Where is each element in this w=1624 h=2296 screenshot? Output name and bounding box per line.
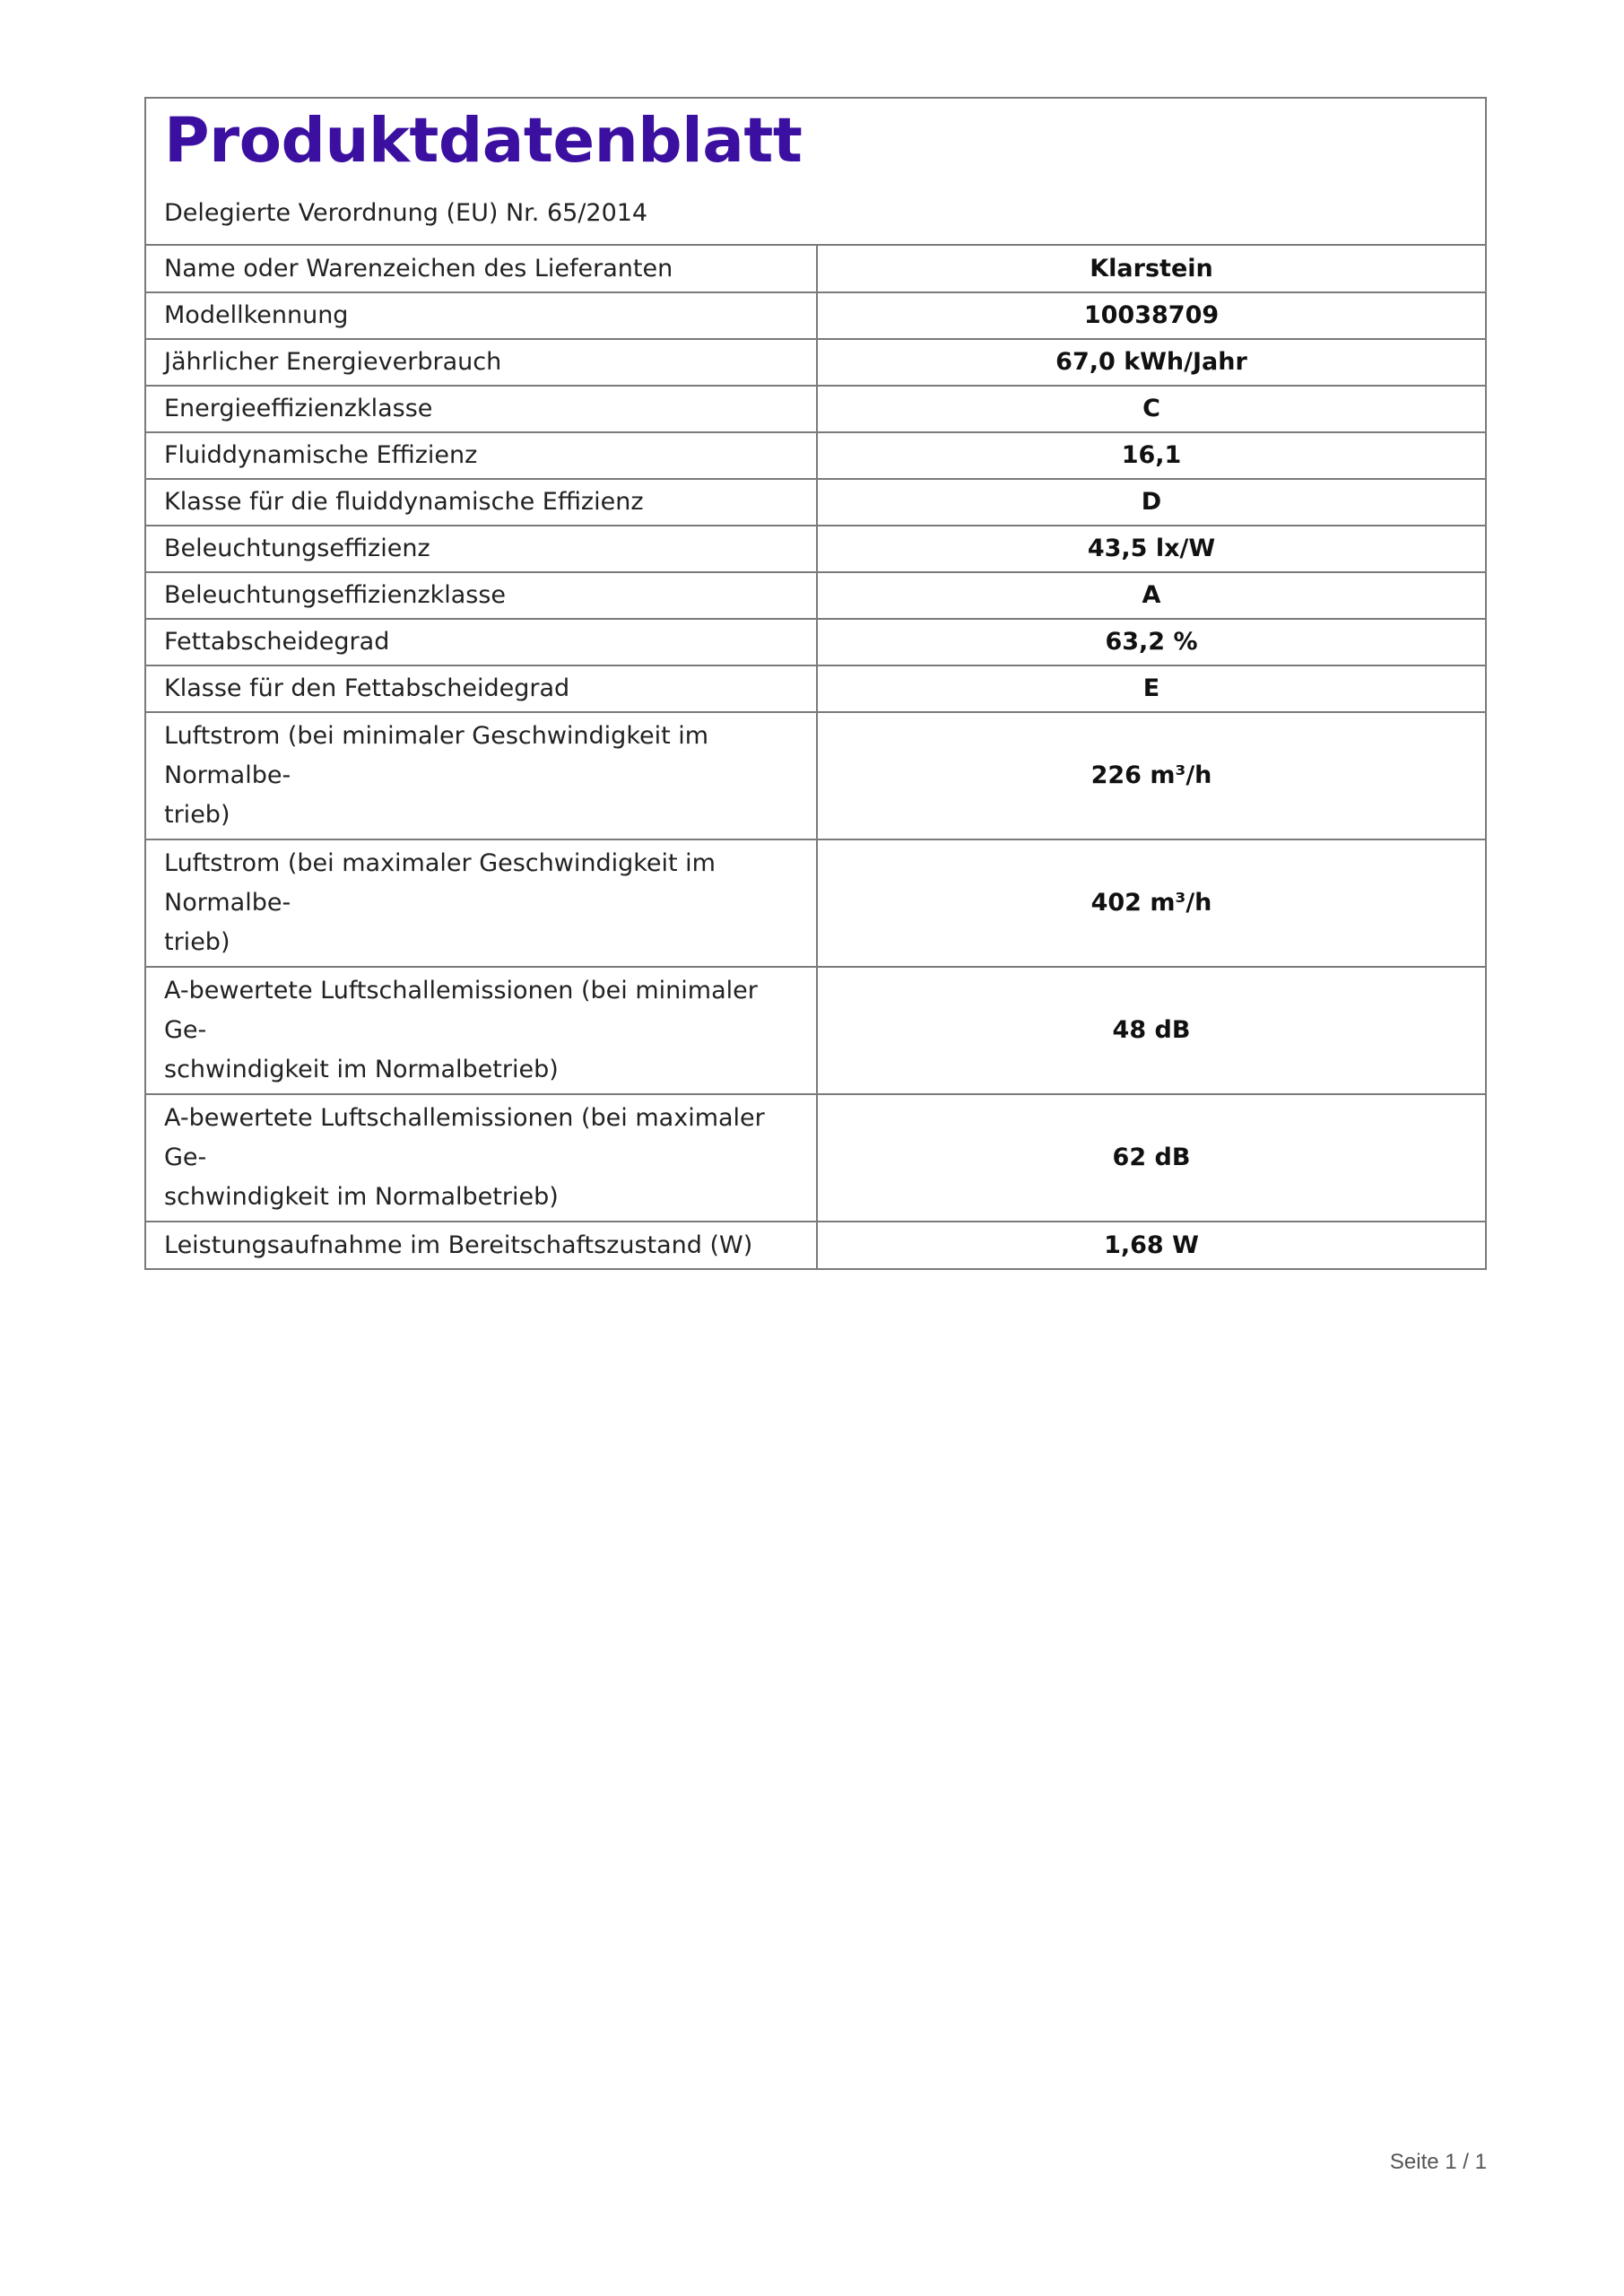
table-row: [146, 292, 1485, 339]
row-value: C: [817, 386, 1485, 432]
table-row: [146, 386, 1485, 432]
table-row: [146, 339, 1485, 386]
row-label: Modellkennung: [146, 292, 817, 339]
table-row: [146, 479, 1485, 526]
row-value: 1,68 W: [817, 1222, 1485, 1268]
row-label: Energieeffizienzklasse: [146, 386, 817, 432]
row-label: Beleuchtungseffizienzklasse: [146, 572, 817, 619]
table-row: [146, 526, 1485, 572]
table-row: [146, 712, 1485, 839]
row-value: 402 m³/h: [817, 839, 1485, 967]
table-row: [146, 967, 1485, 1094]
row-value: 16,1: [817, 432, 1485, 479]
table-row: [146, 1222, 1485, 1268]
row-label: Name oder Warenzeichen des Lieferanten: [146, 246, 817, 292]
row-value: 10038709: [817, 292, 1485, 339]
table-row: [146, 432, 1485, 479]
row-value: A: [817, 572, 1485, 619]
page-number: Seite 1 / 1: [1389, 2150, 1487, 2174]
product-data-table: [146, 246, 1485, 1268]
regulation-subtitle: Delegierte Verordnung (EU) Nr. 65/2014: [164, 199, 648, 227]
table-row: [146, 665, 1485, 712]
row-value: E: [817, 665, 1485, 712]
row-label: Beleuchtungseffizienz: [146, 526, 817, 572]
product-data-sheet: [144, 97, 1487, 1270]
table-body: [146, 246, 1485, 1268]
table-row: [146, 619, 1485, 665]
row-value: 43,5 lx/W: [817, 526, 1485, 572]
row-value: 62 dB: [817, 1094, 1485, 1222]
row-value: 226 m³/h: [817, 712, 1485, 839]
row-value: 63,2 %: [817, 619, 1485, 665]
row-label: Fettabscheidegrad: [146, 619, 817, 665]
row-label: Jährlicher Energieverbrauch: [146, 339, 817, 386]
row-value: 67,0 kWh/Jahr: [817, 339, 1485, 386]
table-row: [146, 572, 1485, 619]
row-label: Luftstrom (bei maximaler Geschwindigkeit im Normalbe- trieb): [146, 839, 817, 967]
table-row: [146, 839, 1485, 967]
row-value: Klarstein: [1090, 254, 1213, 283]
row-label: Luftstrom (bei minimaler Geschwindigkeit im Normalbe- trieb): [146, 712, 817, 839]
row-value: 48 dB: [817, 967, 1485, 1094]
row-label: Klasse für den Fettabscheidegrad: [146, 665, 817, 712]
row-label: A-bewertete Luftschallemissionen (bei minimaler Ge- schwindigkeit im Normalbetrieb): [146, 967, 817, 1094]
row-label: Leistungsaufnahme im Bereitschaftszustand (W): [146, 1222, 817, 1268]
row-label: Fluiddynamische Effizienz: [146, 432, 817, 479]
page-title: Produktdatenblatt: [164, 105, 803, 177]
row-label: Klasse für die fluiddynamische Effizienz: [146, 479, 817, 526]
row-label: A-bewertete Luftschallemissionen (bei maximaler Ge- schwindigkeit im Normalbetrieb): [146, 1094, 817, 1222]
row-value: D: [817, 479, 1485, 526]
table-row: [146, 246, 1485, 292]
table-row: [146, 1094, 1485, 1222]
sheet-header: [146, 99, 1485, 246]
